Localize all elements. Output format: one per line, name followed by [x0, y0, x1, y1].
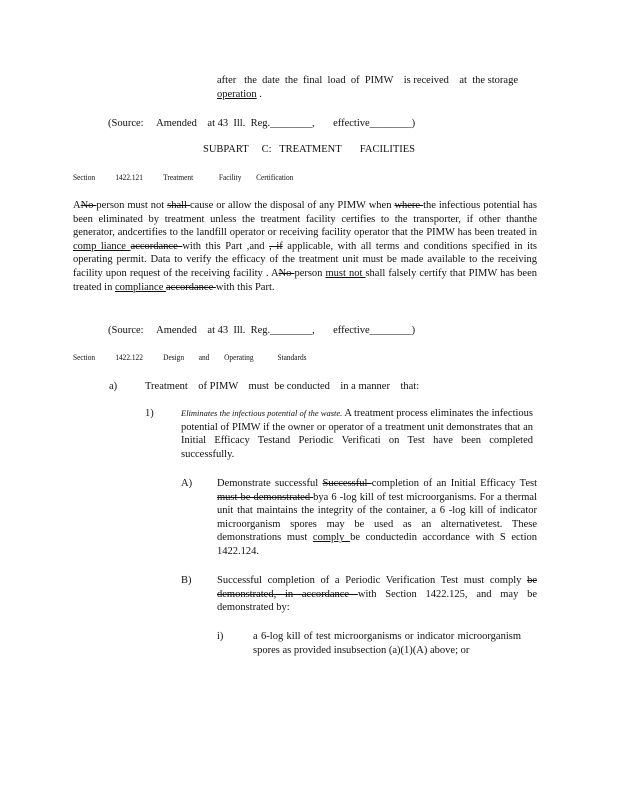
text-run: the infectious potential has been eliminated by treatment unless the treatment facility certifies to the transporter, if other thanthe generator, andcertifies to the landfill operator or receiving facility operator that the PIMW has been treated in — [73, 200, 537, 239]
struck-text: Successful — [322, 478, 372, 489]
source-note-blank: ________ — [369, 118, 412, 129]
section-title-word: and — [198, 353, 210, 362]
source-note-blank: ________ — [270, 325, 313, 336]
operation-period: . — [256, 88, 262, 100]
struck-text: shall — [167, 200, 190, 211]
section-label: Section — [73, 173, 96, 182]
source-note-close: ) — [411, 325, 416, 336]
item-a-text: Treatment of PIMW must be conducted in a manner that: — [145, 381, 420, 392]
struck-text: No — [278, 267, 295, 279]
text-run: with this Part ,and — [182, 240, 270, 252]
section-number: 1422.122 — [115, 353, 143, 362]
continuation-line-1: after the date the final load of PIMW is received at the storage — [217, 75, 518, 86]
struck-text: accordance — [166, 281, 216, 293]
struck-text: be demonstrated, in accordance — [217, 575, 537, 600]
section-title-word: Treatment — [163, 173, 194, 182]
text-run: applicable, with all terms and conditions specified in its operating permit. Data to verify the efficacy of the treatment unit must be made available to the receiving facility upon request of the receiving facility . A — [73, 240, 537, 279]
section-number: 1422.121 — [115, 173, 143, 182]
struck-text: , if — [269, 240, 283, 252]
text-run: bya 6 -log kill of test microorganisms. For a thermal unit that maintains the integrity of the container, a 6 -log kill of indicator microorganism spores may be used as an alternativetest. These demonstrations must — [217, 491, 537, 544]
source-note-lead: (Source: Amended at 43 Ill. Reg. — [108, 325, 271, 336]
source-note-effective: , effective — [312, 118, 370, 129]
item-1-label: 1) — [145, 408, 154, 419]
source-note-lead: (Source: Amended at 43 Ill. Reg. — [108, 118, 271, 129]
source-note-effective: , effective — [312, 325, 370, 336]
struck-text: must be demonstrated — [217, 491, 314, 503]
section-title-word: Standards — [277, 353, 307, 362]
item-B-label: B) — [181, 575, 192, 586]
source-note-blank: ________ — [369, 325, 412, 336]
text-run: cause or allow the disposal of any PIMW when — [189, 200, 395, 211]
section-title-word: Operating — [224, 353, 254, 362]
item-i-text: a 6-log kill of test microorganisms or indicator microorganism spores as provided insubsection (a)(1)(A) above; or — [253, 631, 521, 656]
item-a-label: a) — [109, 381, 118, 392]
item-B-text — [217, 574, 537, 615]
text-run: shall falsely certify that PIMW has been treated in — [73, 267, 537, 293]
section-title-word: Design — [163, 353, 185, 362]
section-label: Section — [73, 353, 96, 362]
item-A-text — [217, 477, 537, 559]
text-run: person — [294, 267, 326, 279]
source-note-close: ) — [411, 118, 416, 129]
section-121-heading — [73, 173, 293, 182]
source-note-1 — [108, 117, 415, 131]
item-1-italic-lead: Eliminates the infectious potential of the waste. — [181, 408, 343, 418]
struck-text: No — [80, 200, 97, 211]
struck-text: where — [394, 200, 424, 211]
underlined-text: compliance — [114, 281, 167, 293]
text-run: with Section 1422.125, and may be demonstrated by: — [217, 588, 537, 614]
text-run: with this Part. — [215, 281, 275, 293]
text-run: Successful completion of a Periodic Verification Test must comply — [217, 575, 528, 586]
source-note-blank: ________ — [270, 118, 313, 129]
section-title-word: Facility — [218, 173, 242, 182]
text-run: be conductedin accordance with S ection 1422.124. — [217, 532, 537, 557]
source-note-2 — [108, 324, 415, 338]
continuation-paragraph — [217, 74, 518, 101]
item-1-text — [181, 407, 533, 461]
subpart-heading: SUBPART C: TREATMENT FACILITIES — [203, 144, 416, 155]
underlined-text: comply — [312, 532, 351, 544]
text-run: A treatment process eliminates the infectious potential of PIMW if the owner or operator of a treatment unit demonstrates that an Initial Efficacy Testand Periodic Verificati on Test have been completed successfully. — [181, 408, 534, 460]
underlined-text: comp liance — [73, 240, 131, 252]
item-i-label: i) — [217, 631, 224, 642]
text-run: completion of an Initial Efficacy Test — [371, 478, 537, 489]
text-run: person must not — [96, 200, 168, 211]
item-A-label: A) — [181, 478, 193, 489]
text-run: Demonstrate successful — [217, 478, 323, 489]
underlined-text: must not — [325, 267, 366, 279]
section-121-paragraph — [73, 199, 537, 294]
operation-underlined: operation — [217, 88, 257, 100]
struck-text: accordance — [130, 240, 183, 252]
section-122-heading — [73, 353, 306, 362]
section-title-word: Certification — [256, 173, 294, 182]
text-run: A — [73, 200, 81, 211]
